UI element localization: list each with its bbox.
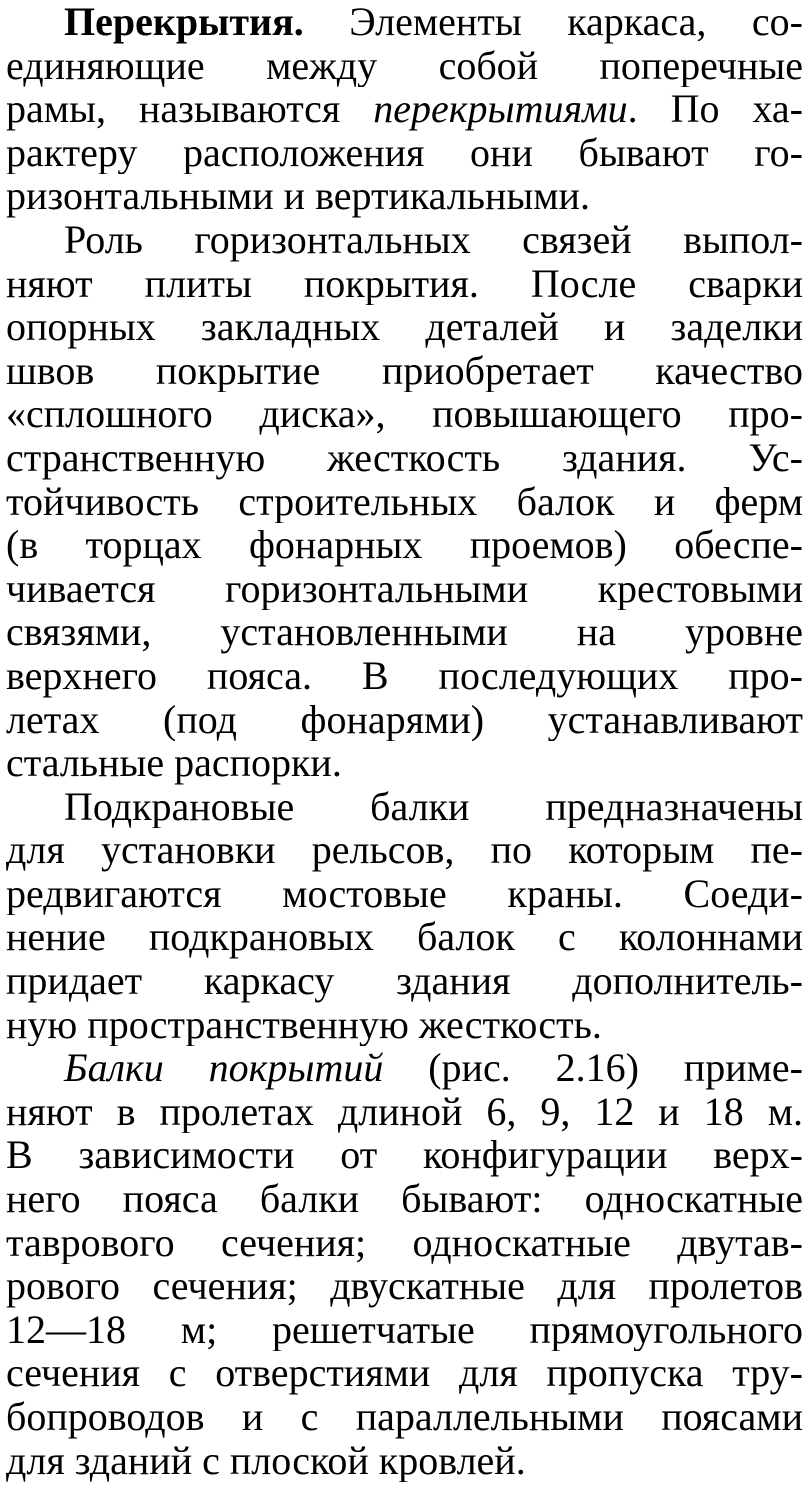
text-line: [6, 262, 803, 306]
bold-text-run: Перекрытия.: [64, 0, 304, 44]
text-run: чивается горизонтальными крестовыми: [6, 566, 803, 611]
text-run: Роль горизонтальных связей выпол-: [64, 217, 803, 262]
italic-text-run: Балки покрытий: [64, 1046, 384, 1090]
text-run: летах (под фонарями) устанавливают: [6, 697, 803, 742]
text-run: швов покрытие приобретает качество: [6, 348, 803, 393]
text-line: [6, 1221, 803, 1265]
text-run: редвигаются мостовые краны. Соеди-: [6, 871, 803, 916]
text-run: верхнего пояса. В последующих про-: [6, 653, 803, 698]
text-run: Элементы каркаса, со-: [303, 0, 803, 44]
text-run: стальные распорки.: [6, 741, 342, 785]
text-run: . По ха-: [627, 87, 803, 131]
text-line: [6, 828, 803, 872]
text-line: [6, 174, 803, 218]
text-run: бопроводов и с параллельными поясами: [6, 1395, 803, 1439]
paragraph: [6, 1046, 803, 1482]
paragraph: [6, 785, 803, 1047]
text-line: [6, 392, 803, 436]
text-line: [6, 1133, 803, 1177]
italic-text-run: перекрытиями: [373, 87, 628, 131]
text-run: няют в пролетах длиной 6, 9, 12 и 18 м.: [6, 1089, 803, 1134]
text-line: [6, 305, 803, 349]
text-run: рактеру расположения они бывают го-: [6, 130, 803, 175]
text-run: ную пространственную жесткость.: [6, 1002, 602, 1047]
text-run: таврового сечения; односкатные двутав-: [6, 1220, 803, 1265]
text-line: [6, 1308, 803, 1352]
text-run: ризонтальными и вертикальными.: [6, 174, 590, 218]
text-run: (рис. 2.16) приме-: [383, 1046, 803, 1090]
text-line: [6, 480, 803, 524]
text-line: [6, 698, 803, 742]
text-run: (в торцах фонарных проемов) обеспе-: [6, 523, 803, 567]
text-line: [6, 1439, 803, 1483]
text-line: [6, 523, 803, 567]
text-line: [6, 785, 803, 829]
text-run: «сплошного диска», повышающего про-: [6, 392, 803, 436]
text-line: [6, 567, 803, 611]
text-line: [6, 915, 803, 959]
text-line: [6, 1177, 803, 1221]
text-run: опорных закладных деталей и заделки: [6, 305, 803, 349]
text-line: [6, 1264, 803, 1308]
text-line: [6, 741, 803, 785]
text-line: [6, 1046, 803, 1090]
text-line: [6, 1351, 803, 1395]
text-run: Подкрановые балки предназначены: [64, 784, 803, 829]
text-line: [6, 610, 803, 654]
text-line: [6, 436, 803, 480]
text-line: [6, 87, 803, 131]
text-line: [6, 654, 803, 698]
document-page: [6, 0, 803, 1482]
text-run: связями, установленными на уровне: [6, 610, 803, 654]
text-run: придает каркасу здания дополнитель-: [6, 959, 803, 1003]
text-line: [6, 1090, 803, 1134]
text-line: [6, 349, 803, 393]
paragraph: [6, 0, 803, 218]
text-line: [6, 872, 803, 916]
text-line: [6, 131, 803, 175]
text-run: для зданий с плоской кровлей.: [6, 1438, 526, 1483]
text-line: [6, 218, 803, 262]
text-run: странственную жесткость здания. Ус-: [6, 435, 803, 480]
text-run: рамы, называются: [6, 87, 374, 131]
paragraph: [6, 218, 803, 785]
text-line: [6, 1003, 803, 1047]
text-run: сечения с отверстиями для пропуска тру-: [6, 1351, 803, 1395]
text-run: рового сечения; двускатные для пролетов: [6, 1264, 803, 1308]
text-run: 12—18 м; решетчатые прямоугольного: [6, 1307, 803, 1352]
text-run: В зависимости от конфигурации верх-: [6, 1133, 803, 1178]
text-run: единяющие между собой поперечные: [6, 43, 803, 88]
text-run: тойчивость строительных балок и ферм: [6, 479, 803, 524]
text-run: няют плиты покрытия. После сварки: [6, 261, 803, 306]
text-line: [6, 959, 803, 1003]
text-line: [6, 44, 803, 88]
text-run: него пояса балки бывают: односкатные: [6, 1177, 803, 1221]
text-line: [6, 0, 803, 44]
text-line: [6, 1395, 803, 1439]
text-run: для установки рельсов, по которым пе-: [6, 828, 803, 872]
text-run: нение подкрановых балок с колоннами: [6, 915, 803, 960]
